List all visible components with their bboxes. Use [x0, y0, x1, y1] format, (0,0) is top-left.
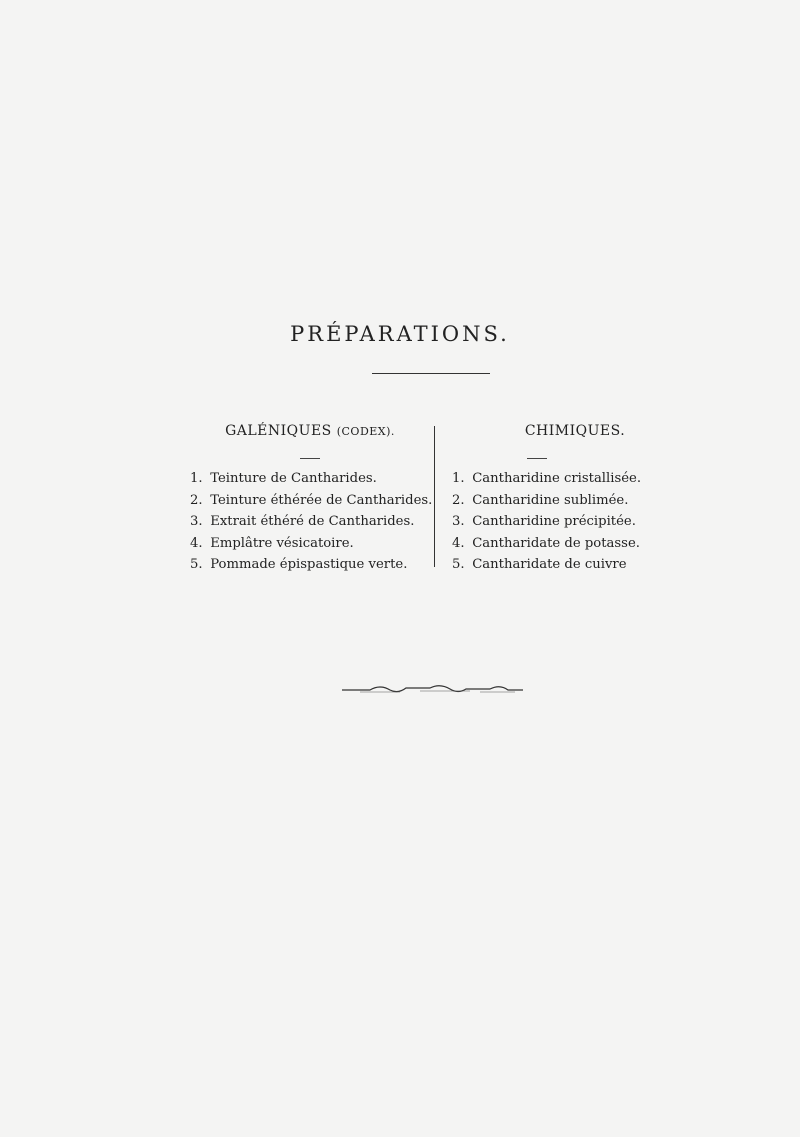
list-item [452, 468, 641, 490]
item-text: Teinture de Cantharides. [210, 471, 377, 486]
list-item [190, 490, 432, 512]
item-number: 5. [190, 557, 203, 572]
galeniques-header [220, 423, 400, 439]
ornament-rule-icon [340, 680, 525, 700]
list-item [190, 554, 432, 576]
item-text: Cantharidine sublimée. [472, 492, 629, 508]
item-text: Cantharidine précipitée. [472, 514, 636, 529]
chimiques-dash [527, 458, 547, 459]
item-text: Cantharidate de potasse. [472, 535, 640, 551]
title-rule [372, 373, 490, 374]
chimiques-header [500, 423, 650, 439]
item-number: 4. [190, 535, 203, 551]
chimiques-list [452, 468, 641, 576]
galeniques-dash [300, 458, 320, 459]
galeniques-list [190, 468, 432, 576]
item-number: 3. [452, 514, 465, 529]
item-text: Cantharidine cristallisée. [472, 471, 642, 486]
item-number: 2. [452, 492, 465, 508]
item-text: Cantharidate de cuivre [472, 557, 627, 572]
item-text: Teinture éthérée de Cantharides. [210, 492, 433, 508]
item-text: Extrait éthéré de Cantharides. [210, 514, 415, 529]
galeniques-header-label: GALÉNIQUES [225, 423, 332, 439]
chimiques-header-label: CHIMIQUES. [524, 423, 626, 439]
list-item [452, 490, 641, 512]
galeniques-header-note: (CODEX). [336, 425, 395, 438]
item-text: Emplâtre vésicatoire. [210, 535, 354, 551]
item-number: 5. [452, 557, 465, 572]
item-number: 3. [190, 514, 203, 529]
list-item [190, 511, 432, 533]
list-item [452, 511, 641, 533]
list-item [190, 533, 432, 555]
list-item [452, 554, 641, 576]
item-text: Pommade épispastique verte. [210, 557, 408, 572]
item-number: 1. [190, 471, 203, 486]
list-item [190, 468, 432, 490]
item-number: 2. [190, 492, 203, 508]
page-title: PRÉPARATIONS. [290, 322, 510, 346]
column-divider [434, 426, 435, 567]
item-number: 4. [452, 535, 465, 551]
item-number: 1. [452, 471, 465, 486]
list-item [452, 533, 641, 555]
